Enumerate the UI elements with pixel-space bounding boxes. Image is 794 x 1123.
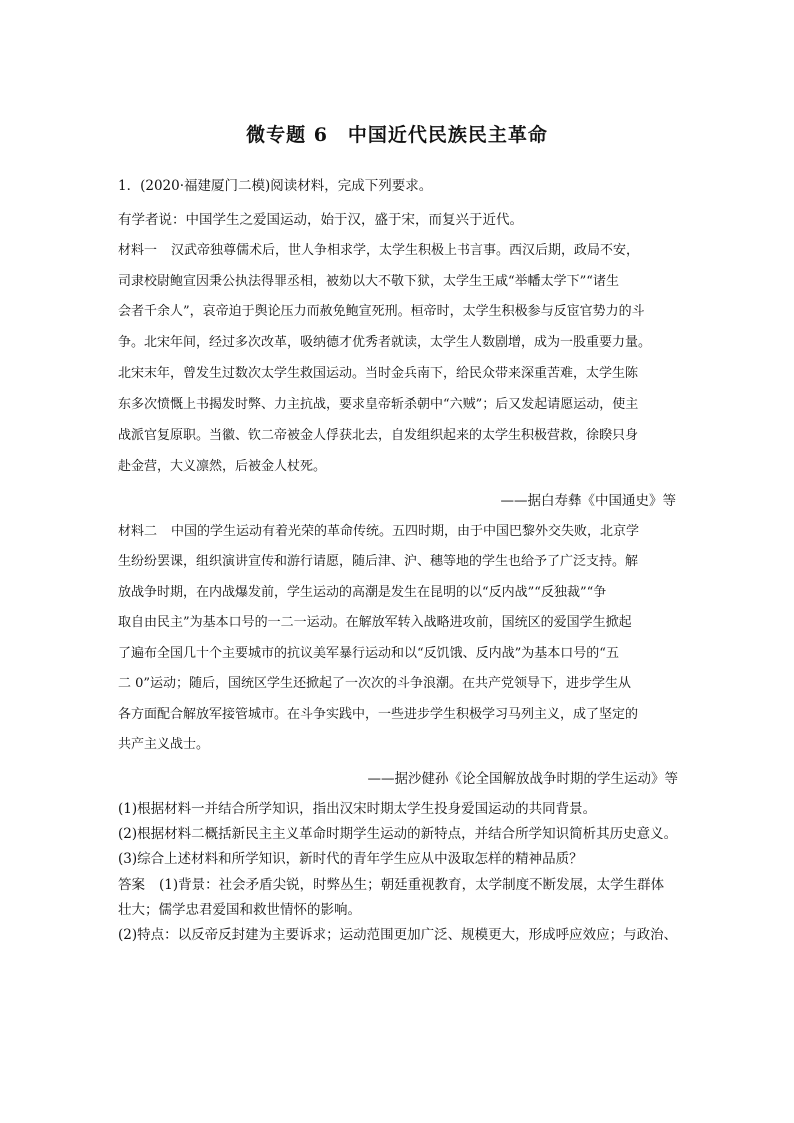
material2-label: 材料二	[118, 524, 158, 539]
material2-line-4: 取自由民主”为基本口号的一二一运动。在解放军转入战略进攻前，国统区的爱国学生掀起	[118, 615, 632, 630]
material2-line-3: 放战争时期，在内战爆发前，学生运动的高潮是发生在昆明的以“反内战”“反独裁”“争	[118, 585, 607, 600]
answer-line-1: 答案 (1)背景：社会矛盾尖锐，时弊丛生；朝廷重视教育，太学制度不断发展，太学生群体	[118, 877, 665, 893]
material1-line-7: 战派官复原职。当徽、钦二帝被金人俘获北去，自发组织起来的太学生积极营救，徐睽只身	[118, 428, 639, 443]
material2-source: ——据沙健孙《论全国解放战争时期的学生运动》等	[367, 771, 678, 787]
material1-label: 材料一	[118, 243, 158, 258]
material2-line-2: 生纷纷罢课，组织演讲宣传和游行请愿，随后津、沪、穗等地的学生也给予了广泛支持。解	[118, 554, 639, 569]
material1-line-6: 东多次愤慨上书揭发时弊、力主抗战，要求皇帝斩杀朝中“六贼”；后又发起请愿运动，使主	[118, 397, 639, 412]
material2-line-8: 共产主义战士。	[118, 737, 210, 752]
task-3: (3)综合上述材料和所学知识，新时代的青年学生应从中汲取怎样的精神品质？	[118, 851, 583, 867]
material2-line-5: 了遍布全国几十个主要城市的抗议美军暴行运动和以“反饥饿、反内战”为基本口号的“五	[118, 646, 619, 661]
material1-line-2: 司隶校尉鲍宣因秉公执法得罪丞相，被劾以大不敬下狱，太学生王咸“举幡太学下”“诸生	[118, 274, 619, 289]
answer-line-2: 壮大；儒学忠君爱国和救世情怀的影响。	[118, 902, 361, 918]
answer-label: 答案	[118, 877, 145, 893]
material1-line-8: 赴金营，大义凛然，后被金人杖死。	[118, 459, 327, 474]
material1-source: ——据白寿彝《中国通史》等	[500, 493, 676, 509]
page-title: 微专题 6 中国近代民族民主革命	[246, 124, 548, 146]
material2-line-1: 材料二 中国的学生运动有着光荣的革命传统。五四时期，由于中国巴黎外交失败，北京学	[118, 524, 640, 539]
material1-line-1: 材料一 汉武帝独尊儒术后，世人争相求学，太学生积极上书言事。西汉后期，政局不安，	[118, 243, 640, 258]
task-1: (1)根据材料一并结合所学知识，指出汉宋时期太学生投身爱国运动的共同背景。	[118, 801, 597, 817]
task-2: (2)根据材料二概括新民主主义革命时期学生运动的新特点，并结合所学知识简析其历史意义。	[118, 826, 678, 842]
material1-line-3: 会者千余人”，哀帝迫于舆论压力而赦免鲍宣死刑。桓帝时，太学生积极参与反宦官势力的斗	[118, 304, 645, 319]
question-intro: 有学者说：中国学生之爱国运动，始于汉，盛于宋，而复兴于近代。	[118, 212, 523, 228]
material2-line-7: 各方面配合解放军接管城市。在斗争实践中，一些进步学生积极学习马列主义，成了坚定的	[118, 707, 639, 722]
question-header: 1．(2020·福建厦门二模)阅读材料，完成下列要求。	[118, 178, 433, 194]
answer-line-3: (2)特点：以反帝反封建为主要诉求；运动范围更加广泛、规模更大，形成呼应效应；与政治、	[118, 927, 678, 943]
material1-line-4: 争。北宋年间，经过多次改革，吸纳德才优秀者就读，太学生人数剧增，成为一股重要力量。	[118, 335, 652, 350]
material2-line-6: 二 0”运动；随后，国统区学生还掀起了一次次的斗争浪潮。在共产党领导下，进步学生从	[118, 676, 632, 691]
material1-line-5: 北宋末年，曾发生过数次太学生救国运动。当时金兵南下，给民众带来深重苦难，太学生陈	[118, 366, 639, 381]
